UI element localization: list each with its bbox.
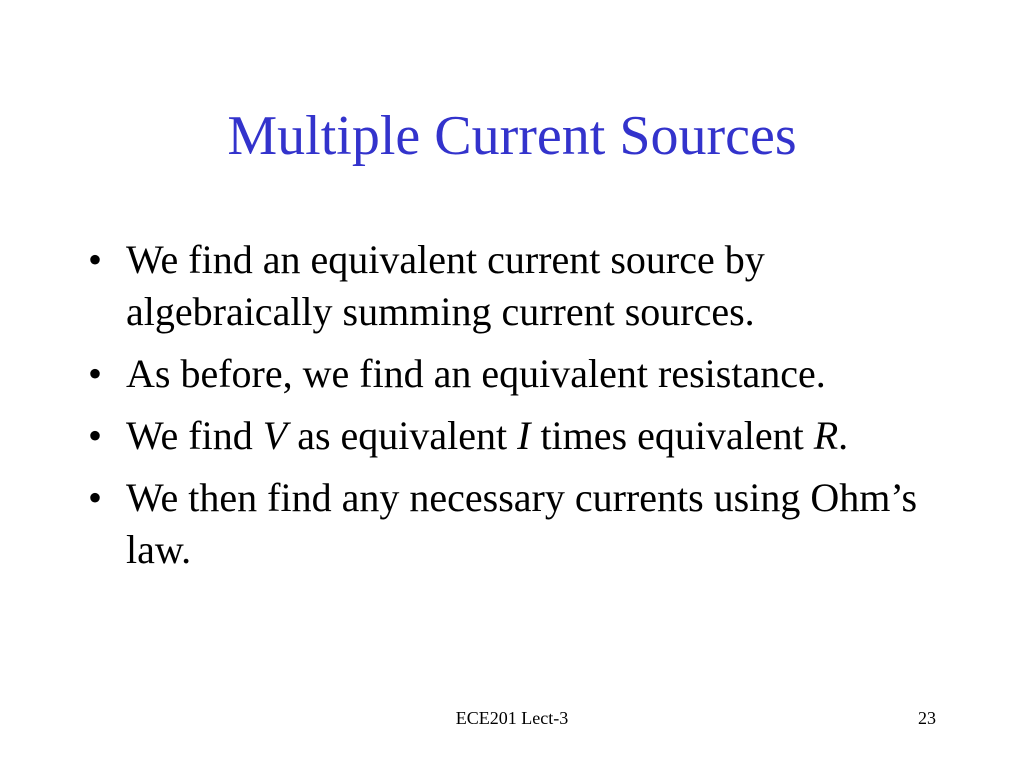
bullet-text: We find an equivalent current source by algebraically summing current sources. bbox=[126, 237, 765, 334]
bullet-dot-icon: • bbox=[88, 237, 103, 282]
bullet-dot-icon: • bbox=[88, 475, 103, 520]
bullet-item bbox=[88, 348, 968, 400]
slide-title: Multiple Current Sources bbox=[227, 105, 797, 167]
bullet-item bbox=[88, 472, 968, 576]
footer-page-number: 23 bbox=[918, 708, 936, 728]
footer-course-label: ECE201 Lect-3 bbox=[455, 708, 569, 728]
bullet-text: As before, we find an equivalent resistance. bbox=[126, 351, 826, 396]
variable-i: I bbox=[517, 413, 531, 458]
bullet-text: We then find any necessary currents using Ohm’s law. bbox=[126, 475, 918, 572]
variable-v: V bbox=[262, 413, 288, 458]
bullet-text-segment: times equivalent bbox=[530, 413, 814, 458]
bullet-text-segment: . bbox=[838, 413, 849, 458]
bullet-dot-icon: • bbox=[88, 351, 103, 396]
bullet-item bbox=[88, 410, 968, 462]
bullet-text-segment: as equivalent bbox=[287, 413, 518, 458]
bullet-item bbox=[88, 234, 968, 338]
bullet-text-segment: We find bbox=[126, 413, 263, 458]
bullet-dot-icon: • bbox=[88, 413, 103, 458]
variable-r: R bbox=[813, 413, 839, 458]
bullet-list bbox=[88, 234, 968, 586]
